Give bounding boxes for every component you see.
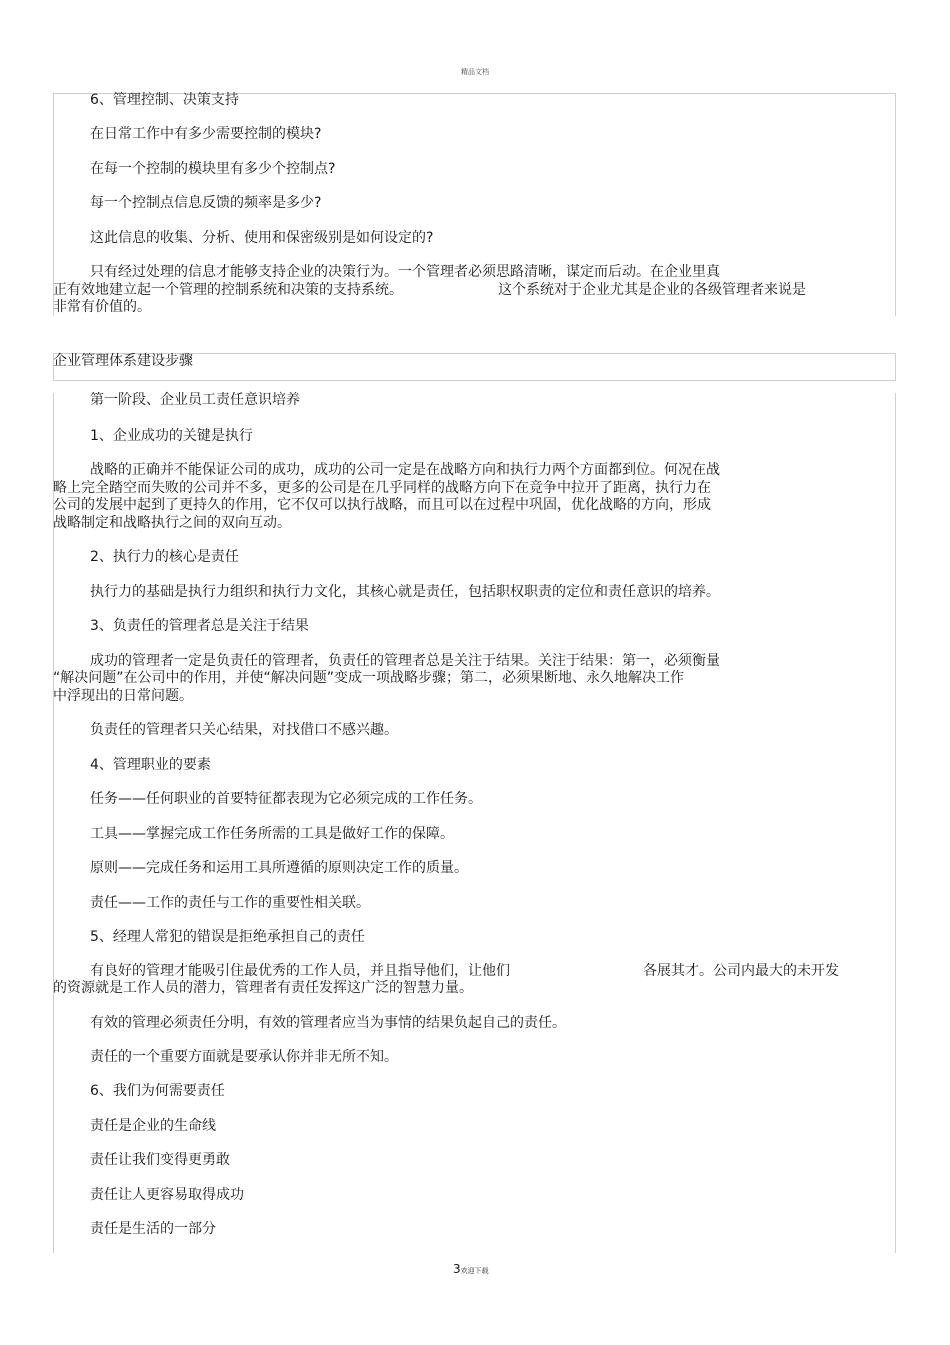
frame-line-right-1 [895, 93, 896, 316]
element-item: 责任——工作的责任与工作的重要性相关联。 [90, 895, 370, 911]
paragraph-line: 有效的管理必须责任分明，有效的管理者应当为事情的结果负起自己的责任。 [90, 1015, 566, 1031]
frame-line-title-bottom [53, 380, 896, 381]
element-item: 任务——任何职业的首要特征都表现为它必须完成的工作任务。 [90, 791, 482, 807]
paragraph-line: 各展其才。公司内最大的未开发 [643, 963, 839, 979]
paragraph-line: “解决问题”在公司中的作用，并使“解决问题”变成一项战略步骤；第二，必须果断地、永久地解决工作 [53, 670, 685, 686]
paragraph-line: 正有效地建立起一个管理的控制系统和决策的支持系统。 [53, 282, 403, 298]
section-heading: 6、管理控制、决策支持 [90, 92, 239, 108]
question-item: 这此信息的收集、分析、使用和保密级别是如何设定的? [90, 230, 434, 246]
footer-text: 欢迎下载 [460, 1267, 489, 1275]
stage-heading: 第一阶段、企业员工责任意识培养 [90, 392, 300, 408]
reason-item: 责任让我们变得更勇敢 [90, 1152, 230, 1168]
element-item: 工具——掌握完成工作任务所需的工具是做好工作的保障。 [90, 826, 454, 842]
reason-item: 责任让人更容易取得成功 [90, 1187, 244, 1203]
paragraph-line: 的资源就是工作人员的潜力，管理者有责任发挥这广泛的智慧力量。 [53, 980, 473, 996]
subheading: 5、经理人常犯的错误是拒绝承担自己的责任 [90, 929, 365, 945]
frame-line-right-3 [895, 393, 896, 1253]
page-header: 精品文档 [461, 68, 489, 76]
section-title: 企业管理体系建设步骤 [53, 353, 193, 369]
subheading: 6、我们为何需要责任 [90, 1083, 225, 1099]
reason-item: 责任是生活的一部分 [90, 1221, 216, 1237]
paragraph-line: 只有经过处理的信息才能够支持企业的决策行为。一个管理者必须思路清晰，谋定而后动。在企业里真 [90, 264, 720, 280]
reason-item: 责任是企业的生命线 [90, 1118, 216, 1134]
question-item: 在每一个控制的模块里有多少个控制点? [90, 161, 336, 177]
paragraph-line: 战略制定和战略执行之间的双向互动。 [53, 515, 291, 531]
frame-line-right-2 [895, 353, 896, 381]
page-number: 3 [453, 1262, 461, 1276]
subheading: 3、负责任的管理者总是关注于结果 [90, 618, 309, 634]
question-item: 每一个控制点信息反馈的频率是多少? [90, 195, 322, 211]
paragraph-line: 非常有价值的。 [53, 299, 151, 315]
page-footer [453, 1262, 489, 1276]
subheading: 2、执行力的核心是责任 [90, 549, 239, 565]
paragraph-line: 有良好的管理才能吸引住最优秀的工作人员，并且指导他们，让他们 [90, 963, 510, 979]
question-item: 在日常工作中有多少需要控制的模块? [90, 126, 322, 142]
paragraph-line: 公司的发展中起到了更持久的作用，它不仅可以执行战略，而且可以在过程中巩固，优化战略的方向，形成 [53, 497, 711, 513]
paragraph-line: 略上完全踏空而失败的公司并不多，更多的公司是在几乎同样的战略方向下在竞争中拉开了距离，执行力在 [53, 480, 711, 496]
paragraph-line: 战略的正确并不能保证公司的成功，成功的公司一定是在战略方向和执行力两个方面都到位。何况在战 [90, 462, 720, 478]
paragraph-line: 这个系统对于企业尤其是企业的各级管理者来说是 [498, 282, 806, 298]
subheading: 1、企业成功的关键是执行 [90, 428, 253, 444]
subheading: 4、管理职业的要素 [90, 757, 211, 773]
paragraph-line: 执行力的基础是执行力组织和执行力文化，其核心就是责任，包括职权职责的定位和责任意识的培养。 [90, 584, 720, 600]
paragraph-line: 责任的一个重要方面就是要承认你并非无所不知。 [90, 1049, 398, 1065]
paragraph-line: 中浮现出的日常问题。 [53, 688, 193, 704]
element-item: 原则——完成任务和运用工具所遵循的原则决定工作的质量。 [90, 860, 468, 876]
paragraph-line: 负责任的管理者只关心结果，对找借口不感兴趣。 [90, 722, 398, 738]
paragraph-line: 成功的管理者一定是负责任的管理者，负责任的管理者总是关注于结果。关注于结果：第一，必须衡量 [90, 653, 720, 669]
